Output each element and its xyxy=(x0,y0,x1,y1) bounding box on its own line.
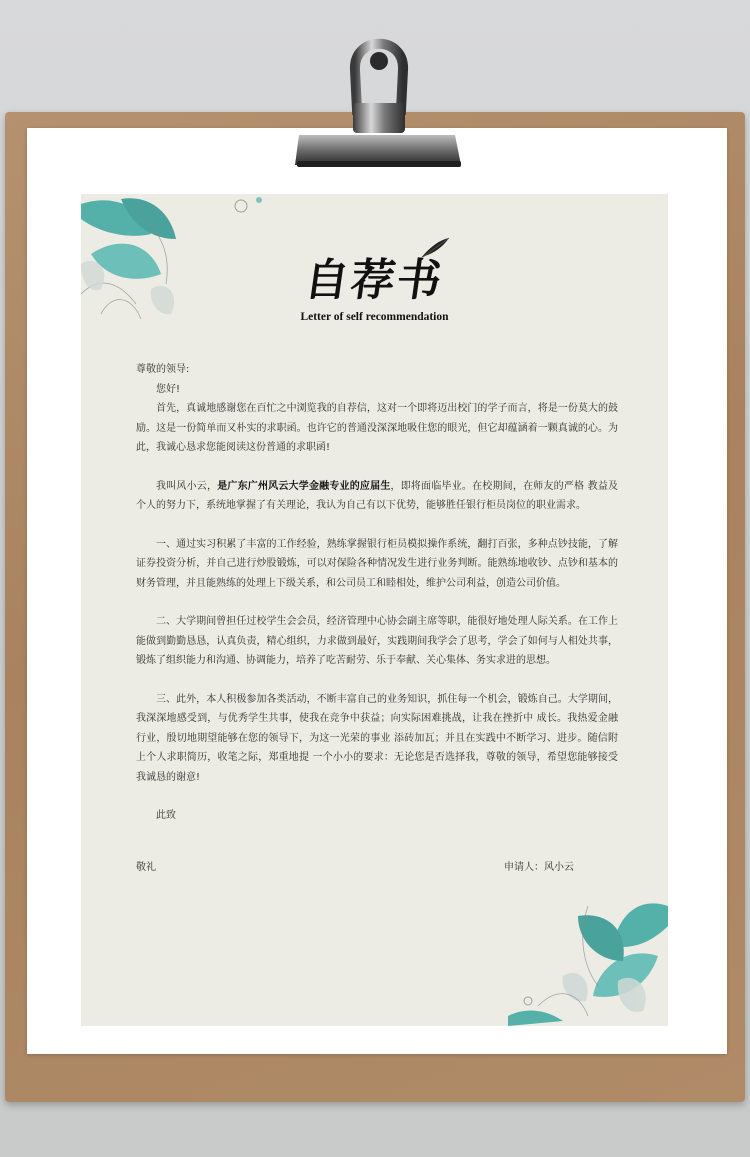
letter-card xyxy=(81,194,668,1026)
quill-icon xyxy=(419,236,451,260)
closing: 此致 xyxy=(156,810,176,821)
regards: 敬礼 xyxy=(136,862,156,873)
paragraph-point-1: 一、通过实习积累了丰富的工作经验，熟练掌握银行柜员模拟操作系统，翻打百张，多种点钞技能，了解证券投资分析，并自己进行炒股锻炼，可以对保险各种情况发生进行业务判断。能熟练地收钞、点钞和基本的财务管理，并且能熟练的处理上下级关系，和公司员工和睦相处，维护公司利益，创造公司价值。 xyxy=(136,538,618,589)
binder-clip-icon xyxy=(295,25,465,175)
paragraph-point-3: 三、此外，本人积极参加各类活动，不断丰富自己的业务知识，抓住每一个机会，锻炼自己。大学期间，我深深地感受到，与优秀学生共事，使我在竞争中获益；向实际困难挑战，让我在挫折中 成长。我热爱金融行业，殷切地期望能够在您的领导下，为这一光荣的事业 添砖加瓦；并且在实践中不断学习、进步。随信附上个人求职简历，收笔之际，郑重地提 一个小小的要求：无论您是否选择我，尊敬的领导，希望您能够接受我诚恳的谢意! xyxy=(136,693,618,783)
title-chinese: 自荐书 xyxy=(301,255,447,306)
self-intro-rest: ，即将面临毕业。在校期间，在师友的严格 教益及个人的努力下，系统地掌握了有关理论，我认为自己有以下优势，能够胜任银行柜员岗位的职业需求。 xyxy=(136,480,619,511)
paragraph-intro: 首先，真诚地感谢您在百忙之中浏览我的自荐信，这对一个即将迈出校门的学子而言，将是一份莫大的鼓励。这是一份简单而又朴实的求职函。也许它的普通没深深地吸住您的眼光，但它却蕴涵着一颗真诚的心。为此，我诚心恳求您能阅读这份普通的求职函! xyxy=(136,403,618,453)
title-english: Letter of self recommendation xyxy=(300,311,449,323)
letter-body xyxy=(136,360,618,826)
paragraph-point-2: 二、大学期间曾担任过校学生会会员，经济管理中心协会副主席等职，能很好地处理人际关系。在工作上能做到勤勤恳恳，认真负责，精心组织，力求做到最好，实践期间我学会了思考，学会了如何与人相处共事，锻炼了组织能力和沟通、协调能力，培养了吃苦耐劳、乐于奉献、关心集体、务实求进的思想。 xyxy=(136,616,618,666)
greeting: 您好! xyxy=(156,383,181,395)
floral-decoration-bottom-right xyxy=(468,886,668,1026)
self-intro-school: 是广东广州风云大学金融专业的应届生 xyxy=(217,480,391,492)
signature: 申请人：风小云 xyxy=(504,862,574,873)
salutation: 尊敬的领导: xyxy=(136,364,190,375)
paragraph-self-intro xyxy=(136,477,618,516)
self-intro-name: 我叫风小云， xyxy=(156,480,218,492)
